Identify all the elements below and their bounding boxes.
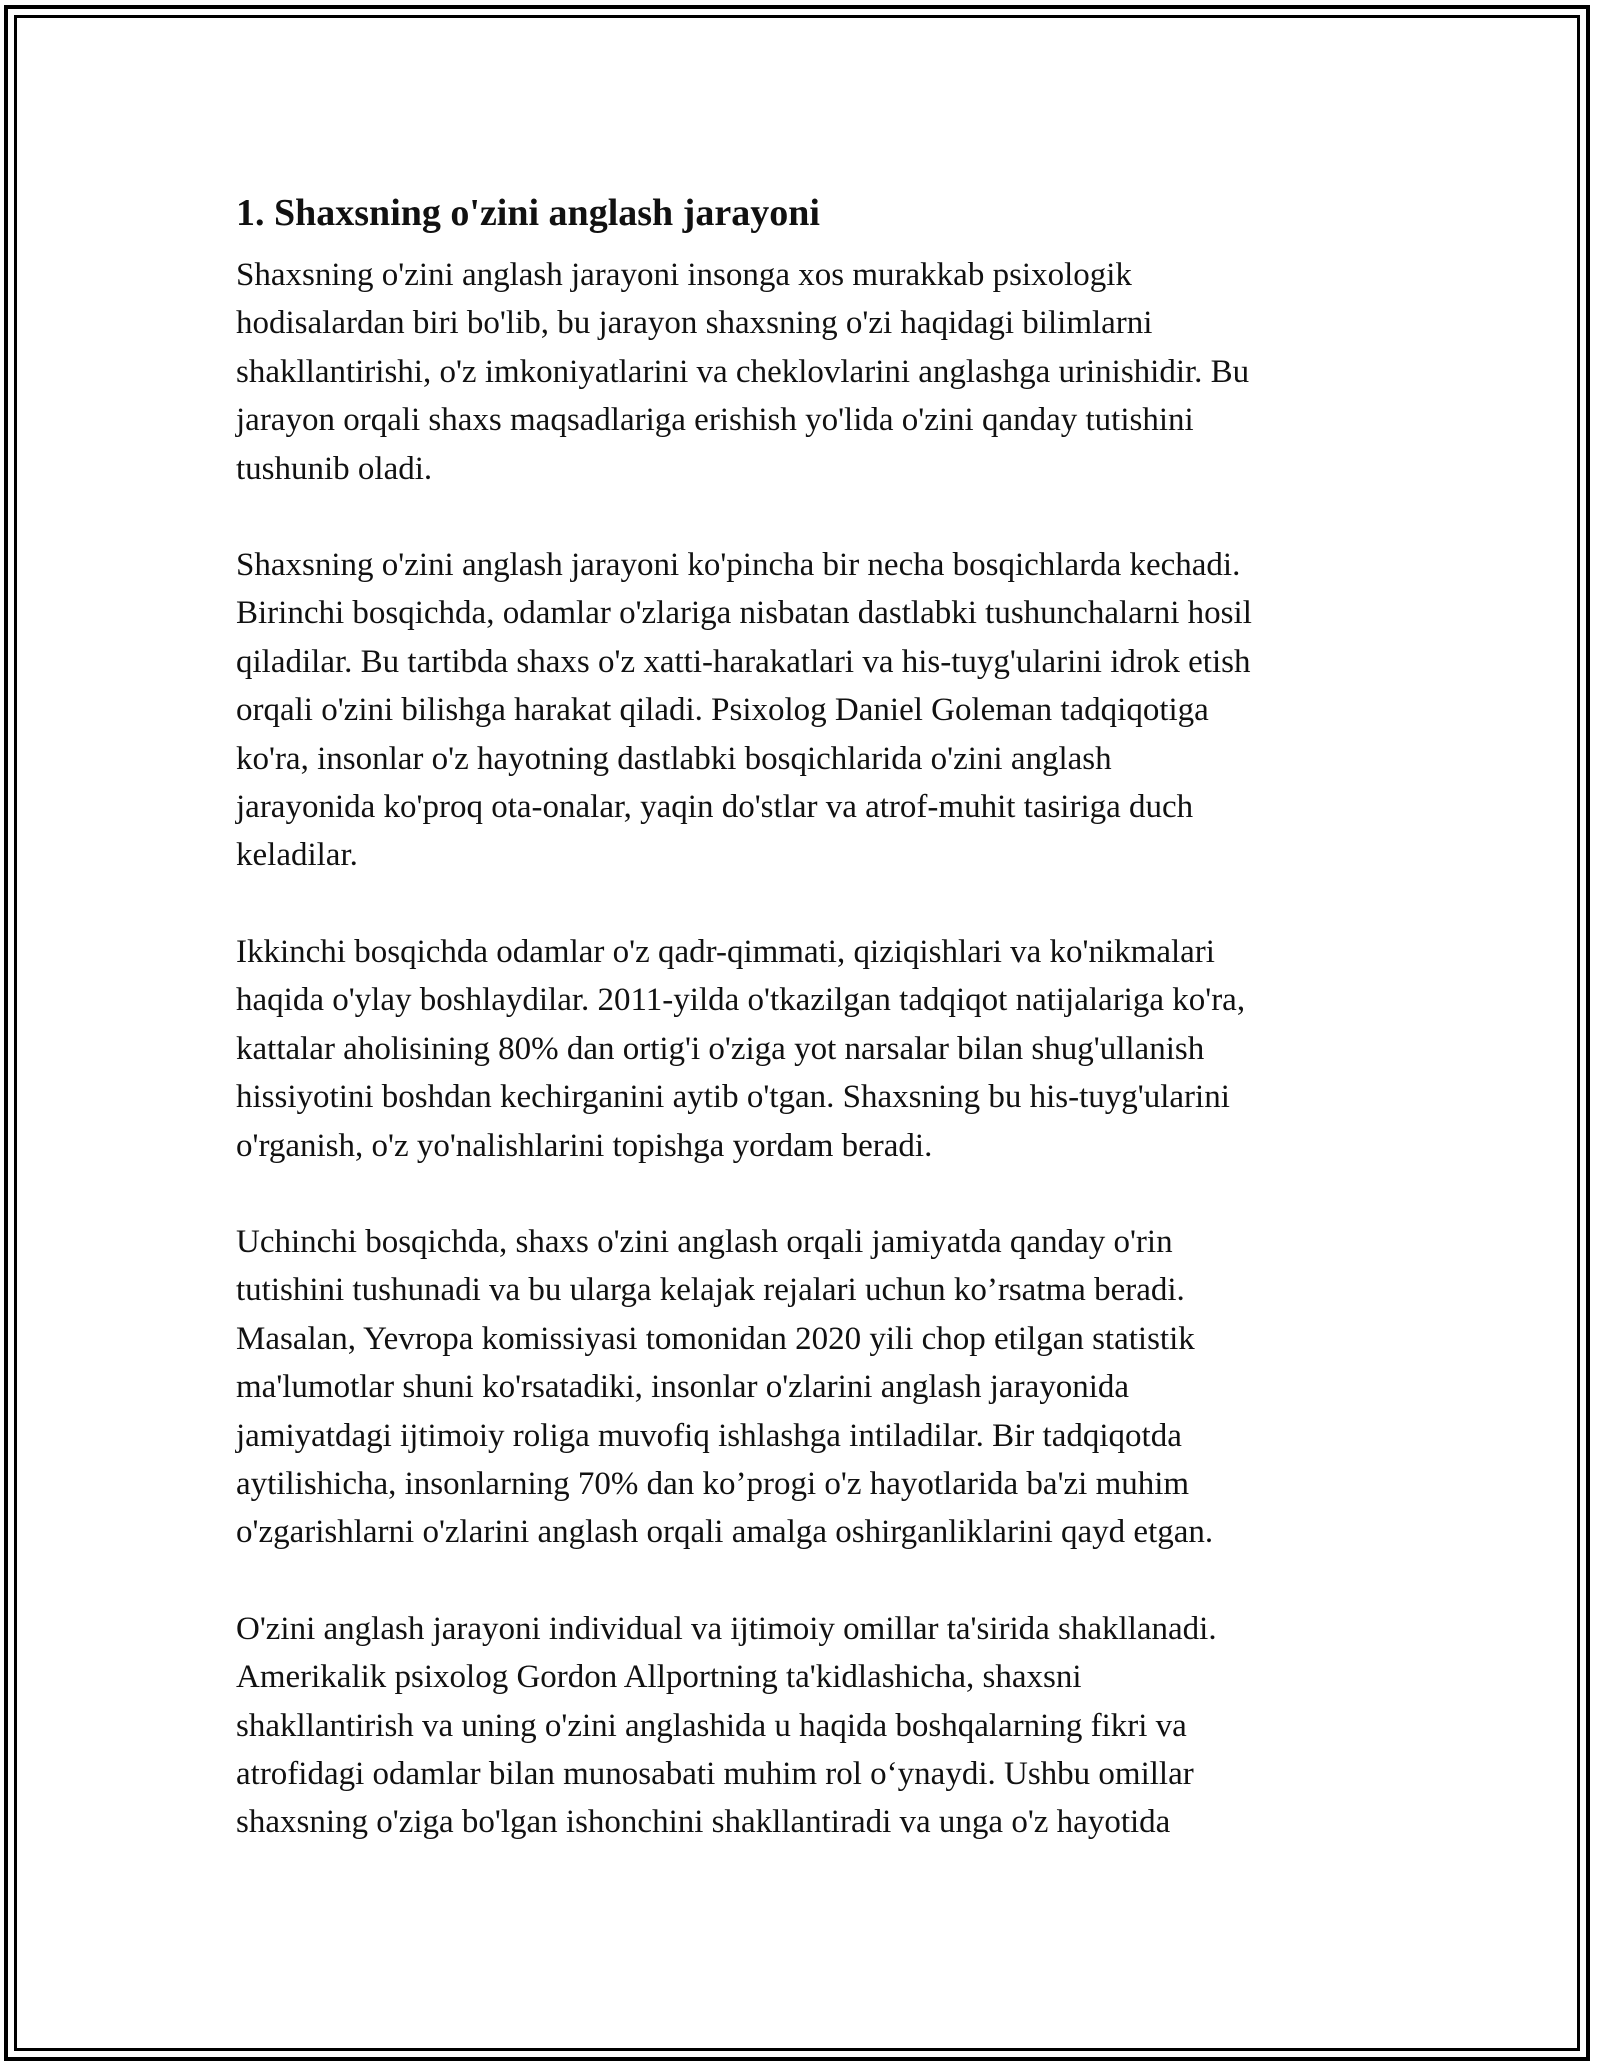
section-heading: 1. Shaxsning o'zini anglash jarayoni <box>236 192 820 234</box>
paragraph-stage-one: Shaxsning o'zini anglash jarayoni ko'pincha bir necha bosqichlarda kechadi. Birinchi bosqichda, odamlar o'zlariga nisbatan dastlabki tushunchalarni hosil qiladilar. Bu tartibda shaxs o'z xatti-harakatlari va his-tuyg'ularini idrok etish orqali o'zini bilishga harakat qiladi. Psixolog Daniel Goleman tadqiqotiga ko'ra, insonlar o'z hayotning dastlabki bosqichlarida o'zini anglash jarayonida ko'proq ota-onalar, yaqin do'stlar va atrof-muhit tasiriga duch keladilar. <box>236 547 1252 874</box>
document-page <box>236 183 1371 1895</box>
paragraph-factors: O'zini anglash jarayoni individual va ijtimoiy omillar ta'sirida shakllanadi. Amerikalik psixolog Gordon Allportning ta'kidlashicha, shaxsni shakllantirish va uning o'zini anglashida u haqida boshqalarning fikri va atrofidagi odamlar bilan munosabati muhim rol o‘ynaydi. Ushbu omillar shaxsning o'ziga bo'lgan ishonchini shakllantiradi va unga o'z hayotida <box>236 1610 1217 1841</box>
paragraph-stage-two: Ikkinchi bosqichda odamlar o'z qadr-qimmati, qiziqishlari va ko'nikmalari haqida o'ylay boshlaydilar. 2011-yilda o'tkazilgan tadqiqot natijalariga ko'ra, kattalar aholisining 80% dan ortig'i o'ziga yot narsalar bilan shug'ullanish hissiyotini boshdan kechirganini aytib o'tgan. Shaxsning bu his-tuyg'ularini o'rganish, o'z yo'nalishlarini topishga yordam beradi. <box>236 933 1246 1164</box>
paragraph-intro: Shaxsning o'zini anglash jarayoni insonga xos murakkab psixologik hodisalardan biri bo'lib, bu jarayon shaxsning o'zi haqidagi bilimlarni shakllantirishi, o'z imkoniyatlarini va cheklovlarini anglashga urinishidir. Bu jarayon orqali shaxs maqsadlariga erishish yo'lida o'zini qanday tutishini tushunib oladi. <box>236 257 1250 487</box>
paragraph-stage-three: Uchinchi bosqichda, shaxs o'zini anglash orqali jamiyatda qanday o'rin tutishini tushunadi va bu ularga kelajak rejalari uchun ko’rsatma beradi. Masalan, Yevropa komissiyasi tomonidan 2020 yili chop etilgan statistik ma'lumotlar shuni ko'rsatadiki, insonlar o'zlarini anglash jarayonida jamiyatdagi ijtimoiy roliga muvofiq ishlashga intiladilar. Bir tadqiqotda aytilishicha, insonlarning 70% dan ko’progi o'z hayotlarida ba'zi muhim o'zgarishlarni o'zlarini anglash orqali amalga oshirganliklarini qayd etgan. <box>236 1223 1214 1551</box>
